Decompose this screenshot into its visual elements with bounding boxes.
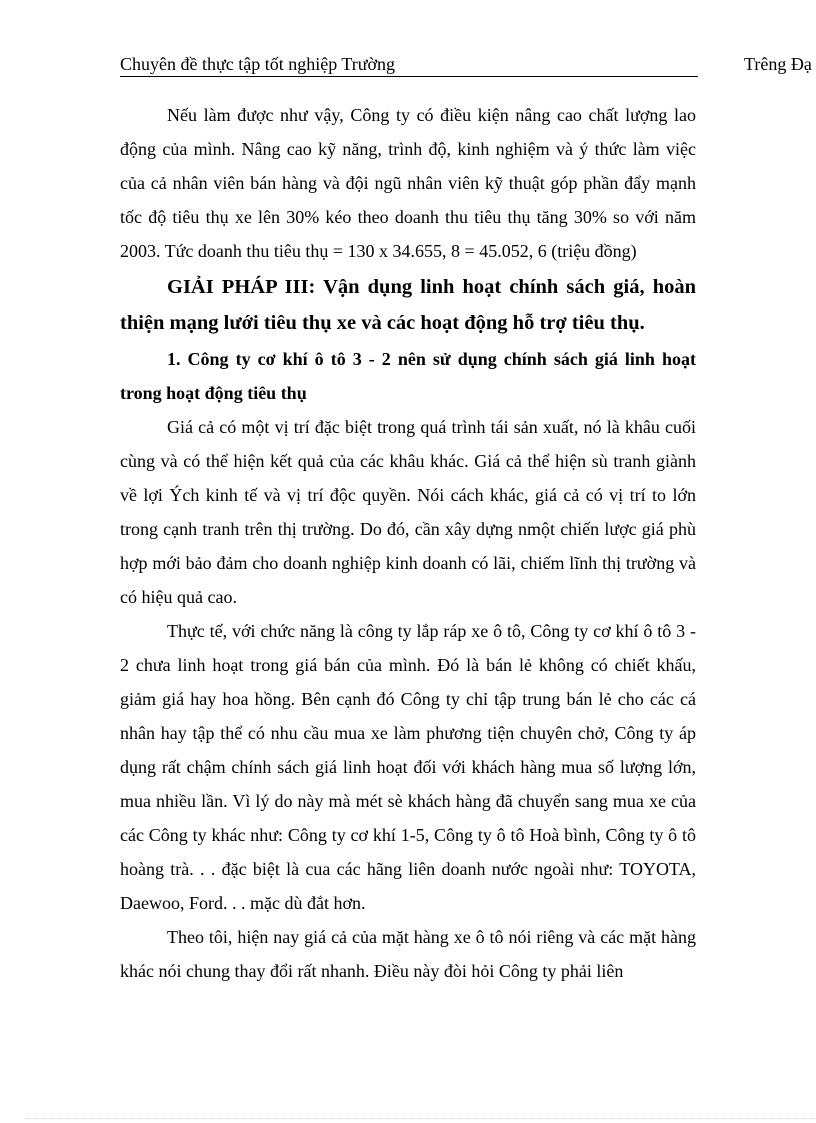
- section-heading-solution-3: GIẢI PHÁP III: Vận dụng linh hoạt chính sách giá, hoàn thiện mạng lưới tiêu thụ xe và các hoạt động hỗ trợ tiêu thụ.: [120, 276, 696, 334]
- header-right-title: Trêng Đạ: [744, 54, 812, 74]
- paragraph-quality-improvement: Nếu làm được như vậy, Công ty có điều kiện nâng cao chất lượng lao động của mình. Nâng cao kỹ năng, trình độ, kinh nghiệm và ý thức làm việc của cả nhân viên bán hàng và đội ngũ nhân viên kỹ thuật góp phần đẩy mạnh tốc độ tiêu thụ xe lên 30% kéo theo doanh thu tiêu thụ tăng 30% so với năm 2003. Tức doanh thu tiêu thụ = 130 x 34.655, 8 = 45.052, 6 (triệu đồng): [120, 105, 696, 261]
- paragraph-current-situation: Thực tế, với chức năng là công ty lắp ráp xe ô tô, Công ty cơ khí ô tô 3 - 2 chưa linh hoạt trong giá bán của mình. Đó là bán lẻ không có chiết khấu, giảm giá hay hoa hồng. Bên cạnh đó Công ty chỉ tập trung bán lẻ cho các cá nhân hay tập thể có nhu cầu mua xe làm phương tiện chuyên chở, Công ty áp dụng rất chậm chính sách giá linh hoạt đối với khách hàng mua số lượng lớn, mua nhiều lần. Vì lý do này mà mét sè khách hàng đã chuyển sang mua xe của các Công ty khác như: Công ty cơ khí 1-5, Công ty ô tô Hoà bình, Công ty ô tô hoàng trà. . . đặc biệt là cua các hãng liên doanh nước ngoài như: TOYOTA, Daewoo, Ford. . . mặc dù đắt hơn.: [120, 621, 696, 913]
- paragraph-price-role: Giá cả có một vị trí đặc biệt trong quá trình tái sản xuất, nó là khâu cuối cùng và có thể hiện kết quả của các khâu khác. Giá cả thể hiện sù tranh giành về lợi Ých kinh tế và vị trí độc quyền. Nói cách khác, giá cả có vị trí to lớn trong cạnh tranh trên thị trường. Do đó, cần xây dựng nmột chiến lược giá phù hợp mới bảo đảm cho doanh nghiệp kinh doanh có lãi, chiếm lĩnh thị trường và có hiệu quả cao.: [120, 417, 696, 607]
- header-divider: [120, 76, 698, 77]
- paragraph-price-changes: Theo tôi, hiện nay giá cả của mặt hàng xe ô tô nói riêng và các mặt hàng khác nói chung thay đổi rất nhanh. Điều này đòi hỏi Công ty phải liên: [120, 927, 696, 981]
- sub-heading-pricing-policy: 1. Công ty cơ khí ô tô 3 - 2 nên sử dụng chính sách giá linh hoạt trong hoạt động tiêu thụ: [120, 349, 696, 403]
- header-title: Chuyên đề thực tập tốt nghiệp Trường: [120, 54, 396, 74]
- page-bottom-divider: [25, 1118, 816, 1119]
- document-body: [120, 98, 696, 988]
